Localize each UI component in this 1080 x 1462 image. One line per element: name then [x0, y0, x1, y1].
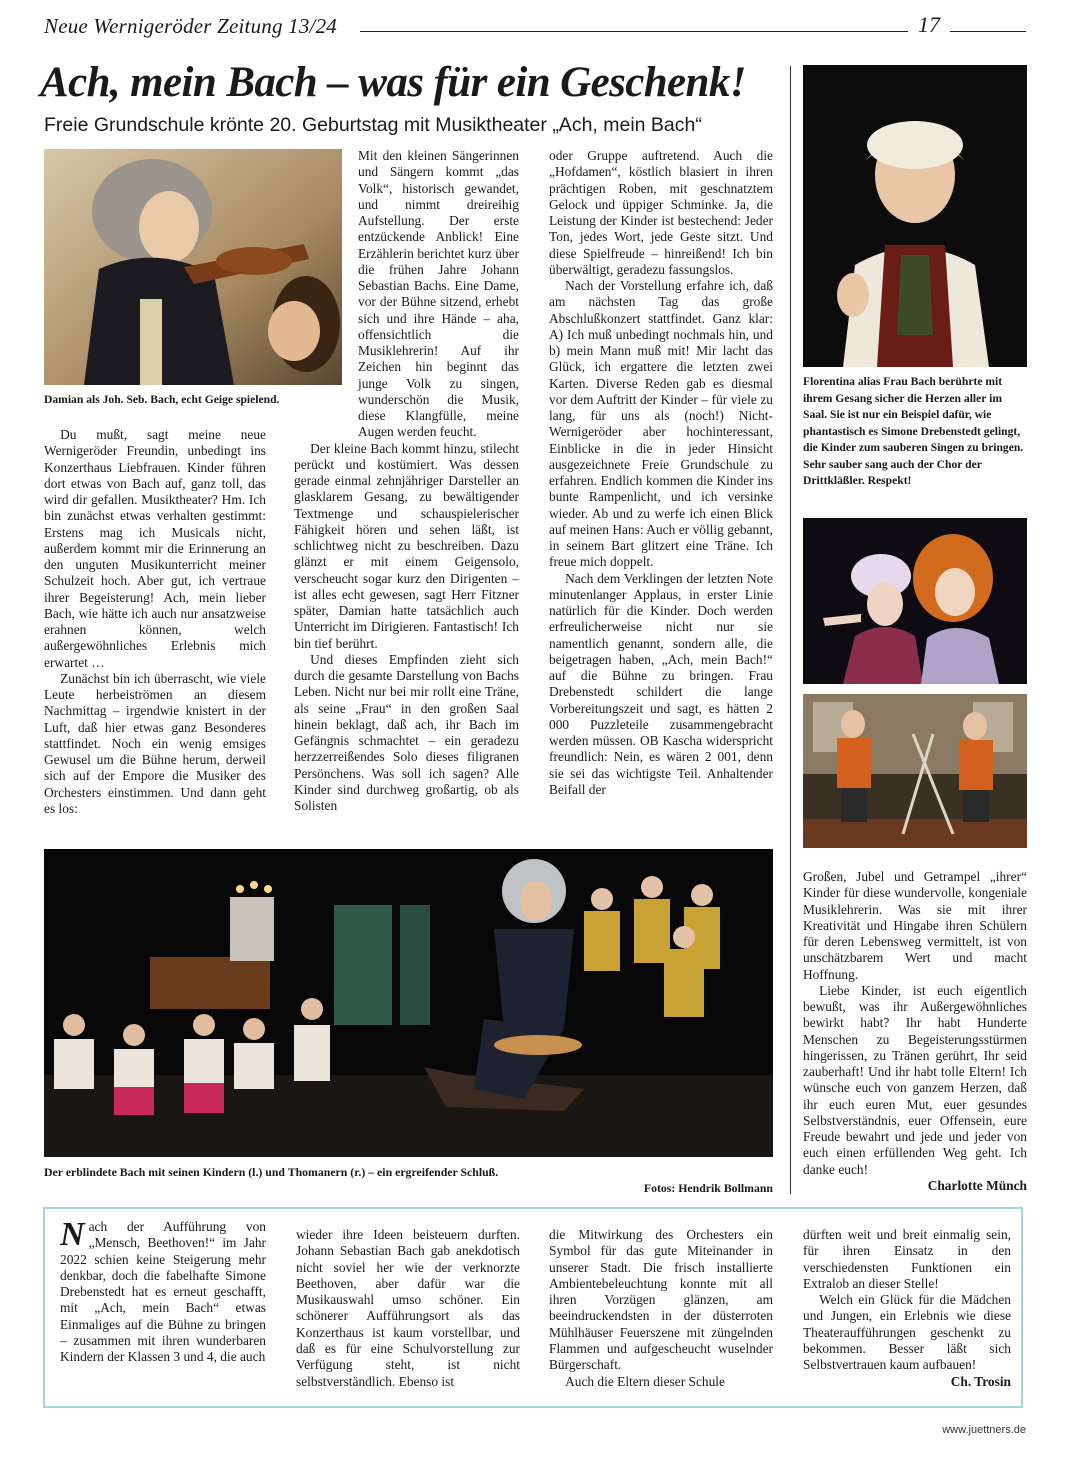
box-text: ach der Aufführung von „Mensch, Beethoven!“ im Jahr 2022 schien keine Steigerung mehr denkbar, doch die fabelhafte Simone Drebenstedt hat es erneut geschafft, mit „Ach, mein Bach“ etwas Einmaliges auf die Bühne zu bringen – zusammen mit ihren wunderbaren Kindern der Klassen 3 und 4, die auch — [60, 1219, 266, 1365]
paragraph: Nach dem Verklingen der letzten Note minutenlanger Applaus, in erster Linie natürlich für die Kinder. Doch werden erfreulicherweise nicht nur sie namentlich genannt, sondern alle, die beigetragen haben, „Ach, mein Bach!“ auf die Bühne zu bringen. Frau Drebenstedt schildert die lange Vorbereitungszeit und sagt, es hätten 2 000 Puzzleteile zusammengebracht werden müssen. OB Kascha widerspricht freundlich: Nein, es wären 2 001, denn sie sei das wichtigste Teil. Anhaltender Beifall der — [549, 570, 773, 797]
page-number: 17 — [918, 12, 940, 37]
article-column-1 — [44, 427, 266, 817]
photo-stage-children — [803, 694, 1027, 848]
paragraph: Nach der Vorstellung erfahre ich, daß am nächsten Tag das große Abschlußkonzert stattfindet. Ganz klar: A) Ich muß unbedingt nochmals hin, und b) mein Mann muß mit! Mir lacht das Glück, ich ergattere die letzten zwei Karten. Diverse Reden gab es diesmal vor dem Auftritt der Kinder – für viele zu lang, für uns als (noch!) Nicht-Wernigeröder aber hochinteressant, Einblicke in die in jeder Hinsicht ausgezeichnete Freie Grundschule zu erfahren. Endlich kommen die Kinder ins bunte Rampenlicht, und ich versinke wieder. Ab und zu werfe ich einen Blick auf meinen Hans: Auch er völlig gebannt, in seinem Bart glitzert eine Träne. Ich freue mich doppelt. — [549, 278, 773, 570]
paragraph: Liebe Kinder, ist euch eigentlich bewußt, was ihr Außergewöhnliches bewirkt habt? Ihr habt Hunderte Menschen zu Begeisterungsstürmen hingerissen, zu Tränen gerührt, Ihr seid zauberhaft! Und ihr habt tolle Eltern! Ich wünsche euch von ganzem Herzen, daß ihr euch euren Mut, euer gesundes Selbstverständnis, euer Offensein, eure Freude bewahrt und jede und jeder von euch einen erfüllenden Weg geht. Ich danke euch! — [803, 982, 1027, 1177]
paragraph: oder Gruppe auftretend. Auch die „Hofdamen“, köstlich blasiert in ihren prächtigen Roben, mit geschnatztem Gelock und üppiger Schminke. Ja, die Leistung der Kinder ist bestechend: Jeder Ton, jedes Wort, jede Geste sitzt. Und diese Spielfreude – hinreißend! Ich bin überwältigt, geradezu fassungslos. — [549, 148, 773, 277]
article-column-4 — [803, 869, 1027, 1194]
paragraph: Du mußt, sagt meine neue Wernigeröder Freundin, unbedingt ins Konzerthaus Liebfrauen. Kinder führen dort etwas von Bach auf, ganz toll, das wird dir gefallen. Musiktheater? Hm. Ich bin zunächst etwas verhalten gestimmt: Erstens mag ich Musicals nicht, außerdem kommt mir die Erinnerung an den unguten Musikunterricht meiner Schulzeit hoch. Aber gut, ich vertraue ihrer Begeisterung! Ach, mein lieber Bach, wie hätte ich auch nur ansatzweise erahnen können, welch außergewöhnliches Erlebnis mich erwartet … — [44, 427, 266, 670]
photo-hofdamen — [803, 518, 1027, 684]
photo-finale — [44, 849, 773, 1157]
photo-credit: Fotos: Hendrik Bollmann — [643, 1181, 773, 1195]
dropcap: N — [60, 1216, 85, 1253]
author-signature: Charlotte Münch — [927, 1177, 1027, 1193]
photo-caption-finale: Der erblindete Bach mit seinen Kindern (l.) und Thomanern (r.) – ein ergreifender Schluß. — [44, 1165, 499, 1179]
paragraph: Mit den kleinen Sängerinnen und Sängern kommt „das Volk“, historisch gewandet, und nimmt dreireihig Aufstellung. Der erste entzückende Anblick! Eine Erzählerin berichtet kurz über die frühen Jahre Johann Sebastian Bachs. Eine Dame, vor der Bühne sitzend, erhebt sich und ihre Hände – aha, offensichtlich die Musiklehrerin! Auf ihr Zeichen hin beginnt das junge Volk zu singen, wunderschön die Musik, diese Klangfülle, meine Augen werden feucht. — [358, 148, 519, 440]
box-text: wieder ihre Ideen beisteuern durften. Johann Sebastian Bach gab anekdotisch nicht soviel her wie der verknorzte Beethoven, aber dafür war die Musikauswahl umso schöner. Ein schönerer Aufführungsort als das Konzerthaus ist kaum vorstellbar, und daß es für eine Schulvorstellung zur Verfügung steht, ist nicht selbstverständlich. Ebenso ist — [296, 1227, 520, 1389]
box-author: Ch. Trosin — [950, 1373, 1011, 1389]
photo-caption-frau-bach: Florentina alias Frau Bach berührte mit ihrem Gesang sicher die Herzen aller im Saal. Sie ist nur ein Beispiel dafür, wie phantastisch es Simone Drebenstedt gelingt, die Kinder zum sauberen Singen zu bringen. Sehr sauber sang auch der Chor der Drittkläßler. Respekt! — [803, 375, 1024, 487]
box-column-3 — [549, 1227, 773, 1390]
masthead-rule — [360, 31, 908, 32]
box-text: Welch ein Glück für die Mädchen und Jungen, ein Erlebnis wie diese Theateraufführungen geschenkt zu bekommen. Besser läßt sich Selbstvertrauen kaum aufbauen! — [803, 1292, 1011, 1373]
column-divider — [790, 66, 791, 1194]
box-column-4 — [803, 1227, 1011, 1390]
photo-frau-bach — [803, 65, 1027, 367]
newspaper-name: Neue Wernigeröder Zeitung 13/24 — [44, 14, 337, 38]
masthead-rule-right — [950, 31, 1026, 32]
box-column-1 — [60, 1216, 266, 1366]
paragraph: Und dieses Empfinden zieht sich durch die gesamte Darstellung von Bachs Leben. Nicht nur bei mir rollt eine Träne, als seine „Frau“ in den großen Saal hinein beklagt, daß ach, ihr Bach im Gefängnis schmachtet – ein geradezu herzzerreißendes Solo dieses filigranen Persönchens. Was soll ich sagen? Alle Kinder sind durchweg großartig, ob als Solisten — [294, 651, 519, 813]
box-text: dürften weit und breit einmalig sein, für ihren Einsatz in den verschiedensten Funktionen ein Extralob an dieser Stelle! — [803, 1227, 1011, 1291]
box-text: die Mitwirkung des Orchesters ein Symbol für das gute Miteinander in unserer Stadt. Die frisch installierte Ambientebeleuchtung konnte mit all ihren Vorzügen glänzen, am beeindruckendsten in der düsterroten Mühlhäuser Feuerszene mit züngelnden Flammen und aufgescheucht wuselnder Bürgerschaft. — [549, 1227, 773, 1373]
article-column-3 — [549, 148, 773, 798]
headline: Ach, mein Bach – was für ein Geschenk! — [40, 59, 746, 106]
paragraph: Der kleine Bach kommt hinzu, stilecht perückt und kostümiert. Was dessen gerade einmal zehnjähriger Darsteller an glasklarem Gesang, zu bewältigender Textmenge und schauspielerischer Fähigkeit hören und sehen läßt, ist schlichtweg nicht zu beschreiben. Dazu glänzt er mit einem Geigensolo, verscheucht sogar kurz den Dirigenten – ist alles echt gewesen, sagt Herr Fitzner später, Damian hatte tatsächlich auch Unterricht im Dirigieren. Fantastisch! Ich bin tief berührt. — [294, 440, 519, 651]
photo-caption-violinist: Damian als Joh. Seb. Bach, echt Geige spielend. — [44, 393, 280, 406]
article-column-2 — [294, 148, 519, 814]
box-column-2 — [296, 1227, 520, 1390]
paragraph: Zunächst bin ich überrascht, wie viele Leute herbeiströmen an diesem Nachmittag – irgendwie knistert in der Luft, daß hier etwas ganz Besonderes stattfindet. Noch ein wenig emsiges Gewusel um die Bühne herum, derweil sich auf der Empore die Musiker des Orchesters einstimmen. Und dann geht es los: — [44, 670, 266, 816]
paragraph: Großen, Jubel und Getrampel „ihrer“ Kinder für diese wundervolle, kongeniale Musiklehrerin. Was sie mit ihrer Kreativität und Hingabe ihren Schülern für deren Lebensweg vermittelt, ist von unschätzbarem Wert und macht Hoffnung. — [803, 869, 1027, 982]
box-text: Auch die Eltern dieser Schule — [565, 1373, 725, 1389]
subheadline: Freie Grundschule krönte 20. Geburtstag mit Musiktheater „Ach, mein Bach“ — [44, 114, 702, 136]
footer-url: www.juettners.de — [942, 1424, 1026, 1436]
